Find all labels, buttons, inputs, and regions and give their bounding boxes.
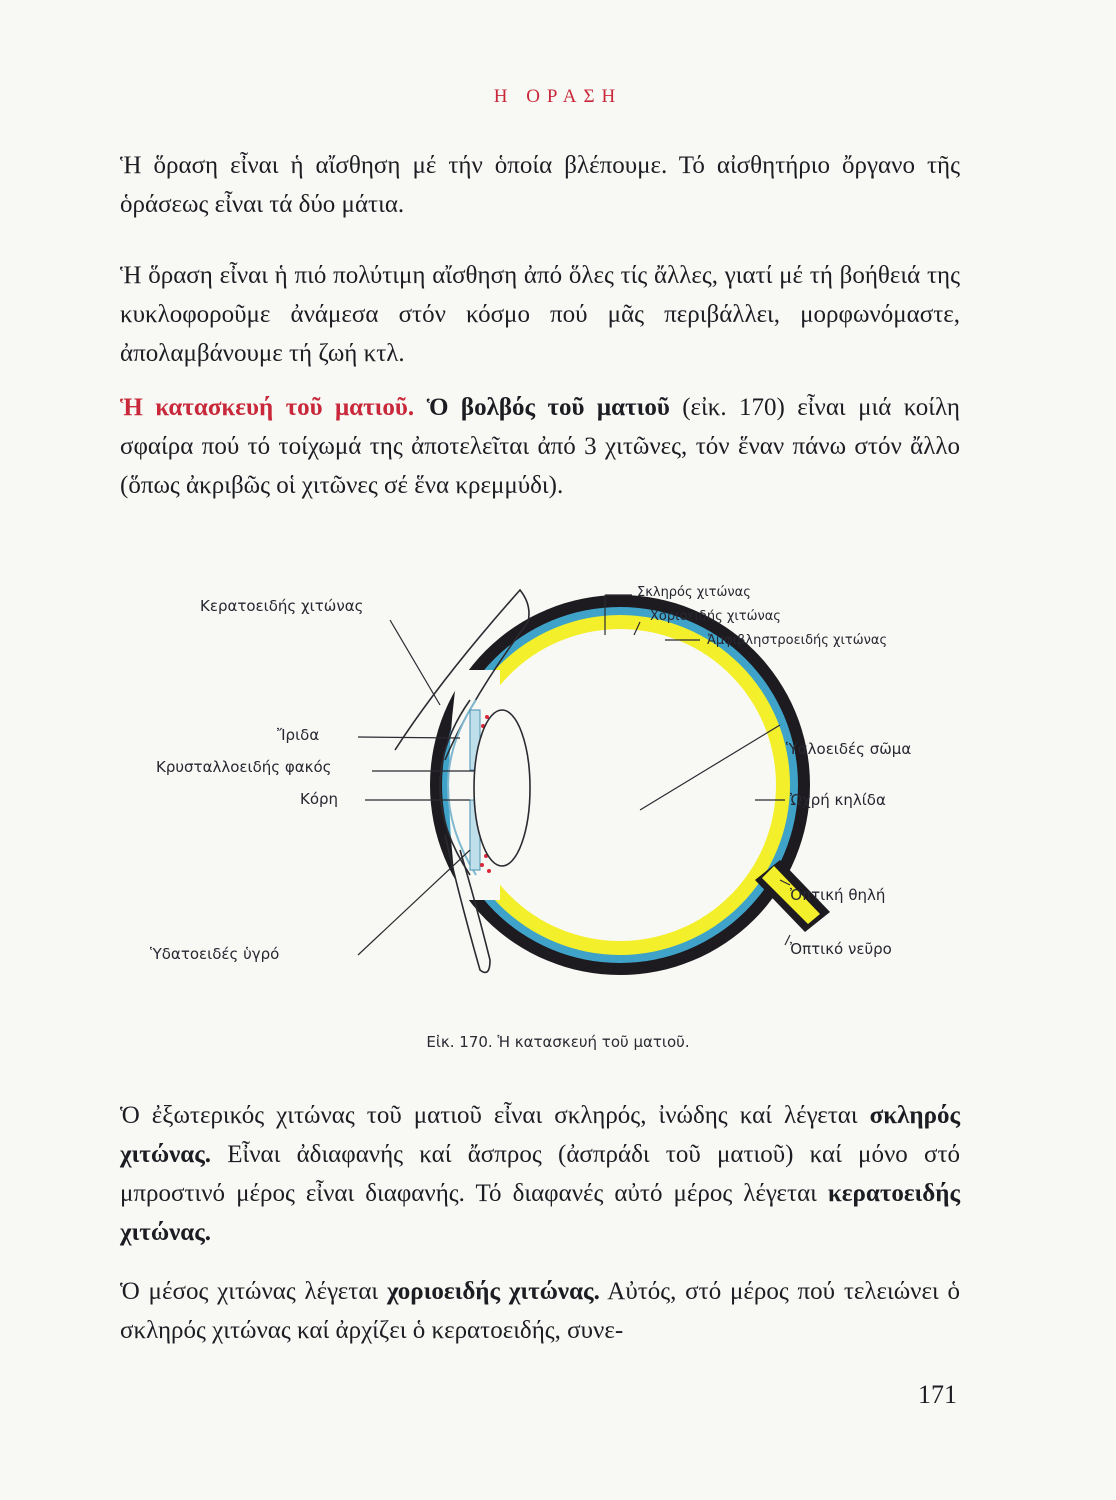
ciliary-dot — [487, 869, 491, 873]
term-sclera: σκληρός χιτώνας. — [120, 1102, 960, 1168]
label-blind-spot: Ὀπτική θηλή — [790, 886, 886, 904]
paragraph-3-text: (εἰκ. 170) εἶναι μιά κοίλη σφαίρα πού τό τοίχωμά της ἀποτελεῖται ἀπό 3 χιτῶνες, τόν ἕναν πάνω στόν ἄλλο (ὅπως ἀκριβῶς οἱ χιτῶνες σέ ἕνα κρεμμύδι). — [120, 394, 960, 499]
term-choroid: χοριοειδής χιτώνας. — [386, 1278, 600, 1305]
ciliary-dot — [480, 863, 484, 867]
label-iris: Ἴριδα — [277, 726, 320, 744]
label-cornea: Κερατοειδής χιτώνας — [200, 597, 364, 615]
label-pupil: Κόρη — [300, 790, 339, 808]
lens-shape — [474, 710, 530, 866]
label-retina: Ἀμφιβληστροειδής χιτώνας — [707, 633, 888, 648]
paragraph-5-text-2: Αὐτός, στό μέρος πού τελειώνει ὁ σκληρός χιτώνας καί ἀρχίζει ὁ κερατοειδής, συνε- — [120, 1278, 960, 1344]
eye-cross-section — [140, 560, 970, 1000]
paragraph-2: Ἡ ὅραση εἶναι ἡ πιό πολύτιμη αἴσθηση ἀπό ὅλες τίς ἄλλες, γιατί μέ τή βοήθειά της κυκλοφοροῦμε ἀνάμεσα στόν κόσμο πού μᾶς περιβάλλει, μορφωνόμαστε, ἀπολαμβάνουμε τή ζωή κτλ. — [120, 262, 960, 367]
label-vitreous: Ὑαλοειδές σῶμα — [786, 740, 912, 758]
label-sclera: Σκληρός χιτώνας — [637, 585, 751, 600]
label-optic-nerve: Ὀπτικό νεῦρο — [790, 940, 892, 958]
paragraph-4-text-2: Εἶναι ἀδιαφανής καί ἄσπρος (ἀσπράδι τοῦ ματιοῦ) καί μόνο στό μπροστινό μέρος εἶναι διαφανής. Τό διαφανές αὐτό μέρος λέγεται — [120, 1141, 960, 1207]
page-number: 171 — [918, 1380, 957, 1409]
paragraph-5 — [120, 1272, 960, 1350]
chapter-title: Η ΟΡΑΣΗ — [493, 86, 623, 107]
label-aqueous: Ὑδατοειδές ὑγρό — [150, 945, 280, 963]
section-heading: Ἡ κατασκευή τοῦ ματιοῦ. — [120, 394, 415, 421]
term-eyeball: Ὁ βολβός τοῦ ματιοῦ — [426, 394, 670, 421]
paragraph-5-text-1: Ὁ μέσος χιτώνας λέγεται — [120, 1278, 387, 1305]
paragraph-1: Ἡ ὅραση εἶναι ἡ αἴσθηση μέ τήν ὁποία βλέπουμε. Τό αἰσθητήριο ὄργανο τῆς ὁράσεως εἶναι τά δύο μάτια. — [120, 152, 960, 218]
label-choroid: Χοριοειδής χιτώνας — [650, 609, 781, 624]
paragraph-4-text-1: Ὁ ἐξωτερικός χιτώνας τοῦ ματιοῦ εἶναι σκληρός, ἰνώδης καί λέγεται — [120, 1102, 870, 1129]
paragraph-4 — [120, 1096, 960, 1252]
paragraph-3 — [120, 388, 960, 505]
term-cornea: κερατοειδής χιτώνας. — [120, 1180, 960, 1246]
label-macula: Ὠχρή κηλίδα — [790, 791, 886, 809]
label-lens: Κρυσταλλοειδής φακός — [156, 758, 332, 776]
eye-diagram — [140, 560, 970, 1000]
figure-caption: Εἰκ. 170. Ἡ κατασκευή τοῦ ματιοῦ. — [426, 1033, 690, 1051]
